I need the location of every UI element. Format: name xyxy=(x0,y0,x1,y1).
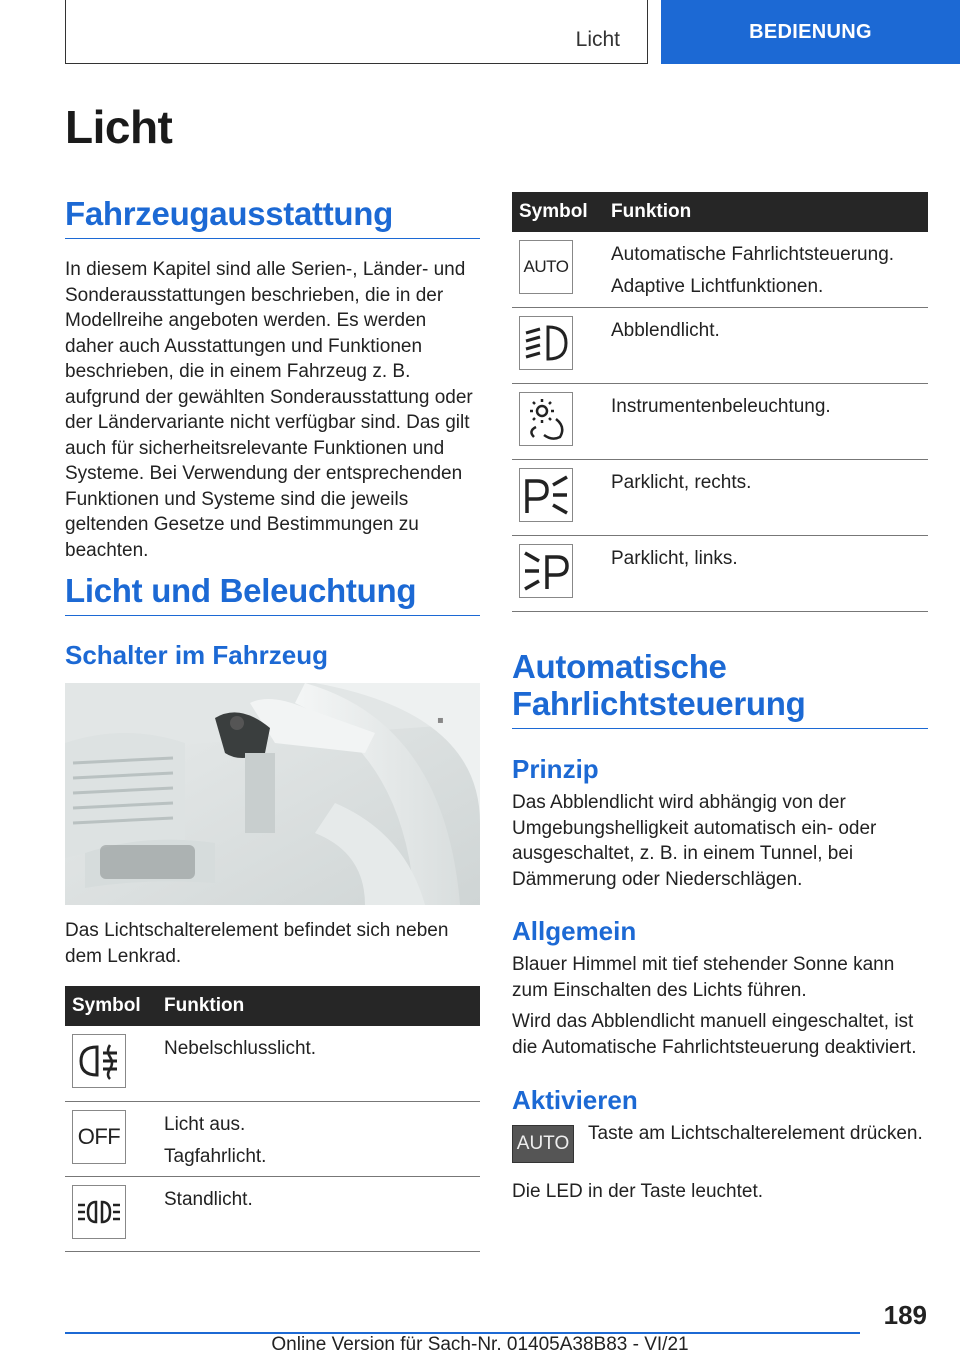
auto-icon: AUTO xyxy=(519,240,573,294)
heading-aktivieren: Aktivieren xyxy=(512,1085,638,1115)
table-row xyxy=(512,307,928,383)
function-text: Abblendlicht. xyxy=(611,319,720,341)
paragraph-schalter: Das Lichtschalterelement befindet sich neben dem Lenkrad. xyxy=(65,920,449,967)
heading-licht-beleuchtung: Licht und Beleuchtung xyxy=(65,572,480,616)
instrument-lighting-icon xyxy=(519,392,573,446)
paragraph-prinzip: Das Abblendlicht wird abhängig von der Umgebungshelligkeit automatisch ein- oder ausgeschaltet, z. B. in einem Tunnel, bei Dämmerung oder Niederschlägen. xyxy=(512,792,877,890)
off-icon: OFF xyxy=(72,1110,126,1164)
auto-button[interactable]: AUTO xyxy=(512,1125,574,1163)
function-text: Instrumentenbeleuchtung. xyxy=(611,395,831,417)
table-row xyxy=(65,1101,480,1176)
table-header-symbol: Symbol xyxy=(512,192,611,232)
footer-text: Online Version für Sach-Nr. 01405A38B83 - VI/21 xyxy=(271,1334,689,1355)
function-text: Parklicht, rechts. xyxy=(611,471,752,493)
header-section: Licht xyxy=(575,28,620,51)
heading-prinzip: Prinzip xyxy=(512,754,599,784)
section-licht xyxy=(65,572,480,616)
table-row xyxy=(512,459,928,535)
function-text: Licht aus. xyxy=(164,1113,246,1135)
left-symbol-table xyxy=(65,986,480,1252)
header-frame xyxy=(65,0,648,64)
right-symbol-table xyxy=(512,192,928,612)
table-header-funktion: Funktion xyxy=(164,986,480,1026)
table-row xyxy=(512,232,928,307)
section-schalter xyxy=(65,640,480,670)
table-row xyxy=(512,535,928,611)
heading-fahrzeugausstattung: Fahrzeugausstattung xyxy=(65,195,480,239)
paragraph-led: Die LED in der Taste leuchtet. xyxy=(512,1181,764,1202)
function-text: Standlicht. xyxy=(164,1188,253,1210)
table-header-symbol: Symbol xyxy=(65,986,164,1026)
table-row xyxy=(65,1026,480,1101)
page-number: 189 xyxy=(883,1300,927,1330)
low-beam-icon xyxy=(519,316,573,370)
function-text: Automatische Fahrlichtsteuerung. xyxy=(611,244,895,265)
svg-text:▪: ▪ xyxy=(437,715,444,726)
paragraph-ausstattung: In diesem Kapitel sind alle Serien-, Länder- und Sonderausstattungen beschrieben, die in der Modellreihe angeboten werden. Es werden daher auch Ausstattungen und Funktionen beschrieben, die in einem Fahrzeug z. B. aufgrund der gewählten Sonderausstattung oder der Ländervariante nicht verfügbar sind. Das gilt auch für sicherheitsrelevante Funktionen und Systeme. Bei Verwendung der entsprechenden Funktionen und Systeme sind die jeweils geltenden Gesetze und Bestimmungen zu beachten. xyxy=(65,259,473,561)
section-auto xyxy=(512,648,928,729)
function-text: Nebelschlusslicht. xyxy=(164,1038,317,1059)
table-header-funktion: Funktion xyxy=(611,192,928,232)
table-row xyxy=(512,383,928,459)
paragraph-allgemein-2: Wird das Abblendlicht manuell eingeschaltet, ist die Automatische Fahrlichtsteuerung deaktiviert. xyxy=(512,1011,917,1058)
function-text: Tagfahrlicht. xyxy=(164,1145,267,1167)
light-switch-photo xyxy=(65,683,480,905)
section-allgemein xyxy=(512,916,928,1060)
paragraph-allgemein-1: Blauer Himmel mit tief stehender Sonne kann zum Einschalten des Lichts führen. xyxy=(512,954,895,1001)
section-prinzip xyxy=(512,754,928,892)
page-title: Licht xyxy=(65,101,173,153)
section-aktivieren xyxy=(512,1085,928,1205)
heading-schalter: Schalter im Fahrzeug xyxy=(65,640,328,670)
heading-automatische-fahrlichtsteuerung: Automatische Fahrlichtsteuerung xyxy=(512,648,928,729)
header-tab-bedienung[interactable]: BEDIENUNG xyxy=(661,0,960,64)
parking-light-right-icon xyxy=(519,468,573,522)
fog-light-rear-icon xyxy=(72,1034,126,1088)
parking-light-left-icon xyxy=(519,544,573,598)
function-text: Parklicht, links. xyxy=(611,547,738,569)
table-row xyxy=(65,1176,480,1251)
paragraph-aktivieren: Taste am Lichtschalterelement drücken. xyxy=(588,1123,923,1144)
heading-allgemein: Allgemein xyxy=(512,916,637,946)
function-text: Adaptive Lichtfunktionen. xyxy=(611,276,824,297)
section-schalter-text xyxy=(65,918,480,969)
left-column xyxy=(65,195,480,563)
standlicht-icon xyxy=(72,1185,126,1239)
